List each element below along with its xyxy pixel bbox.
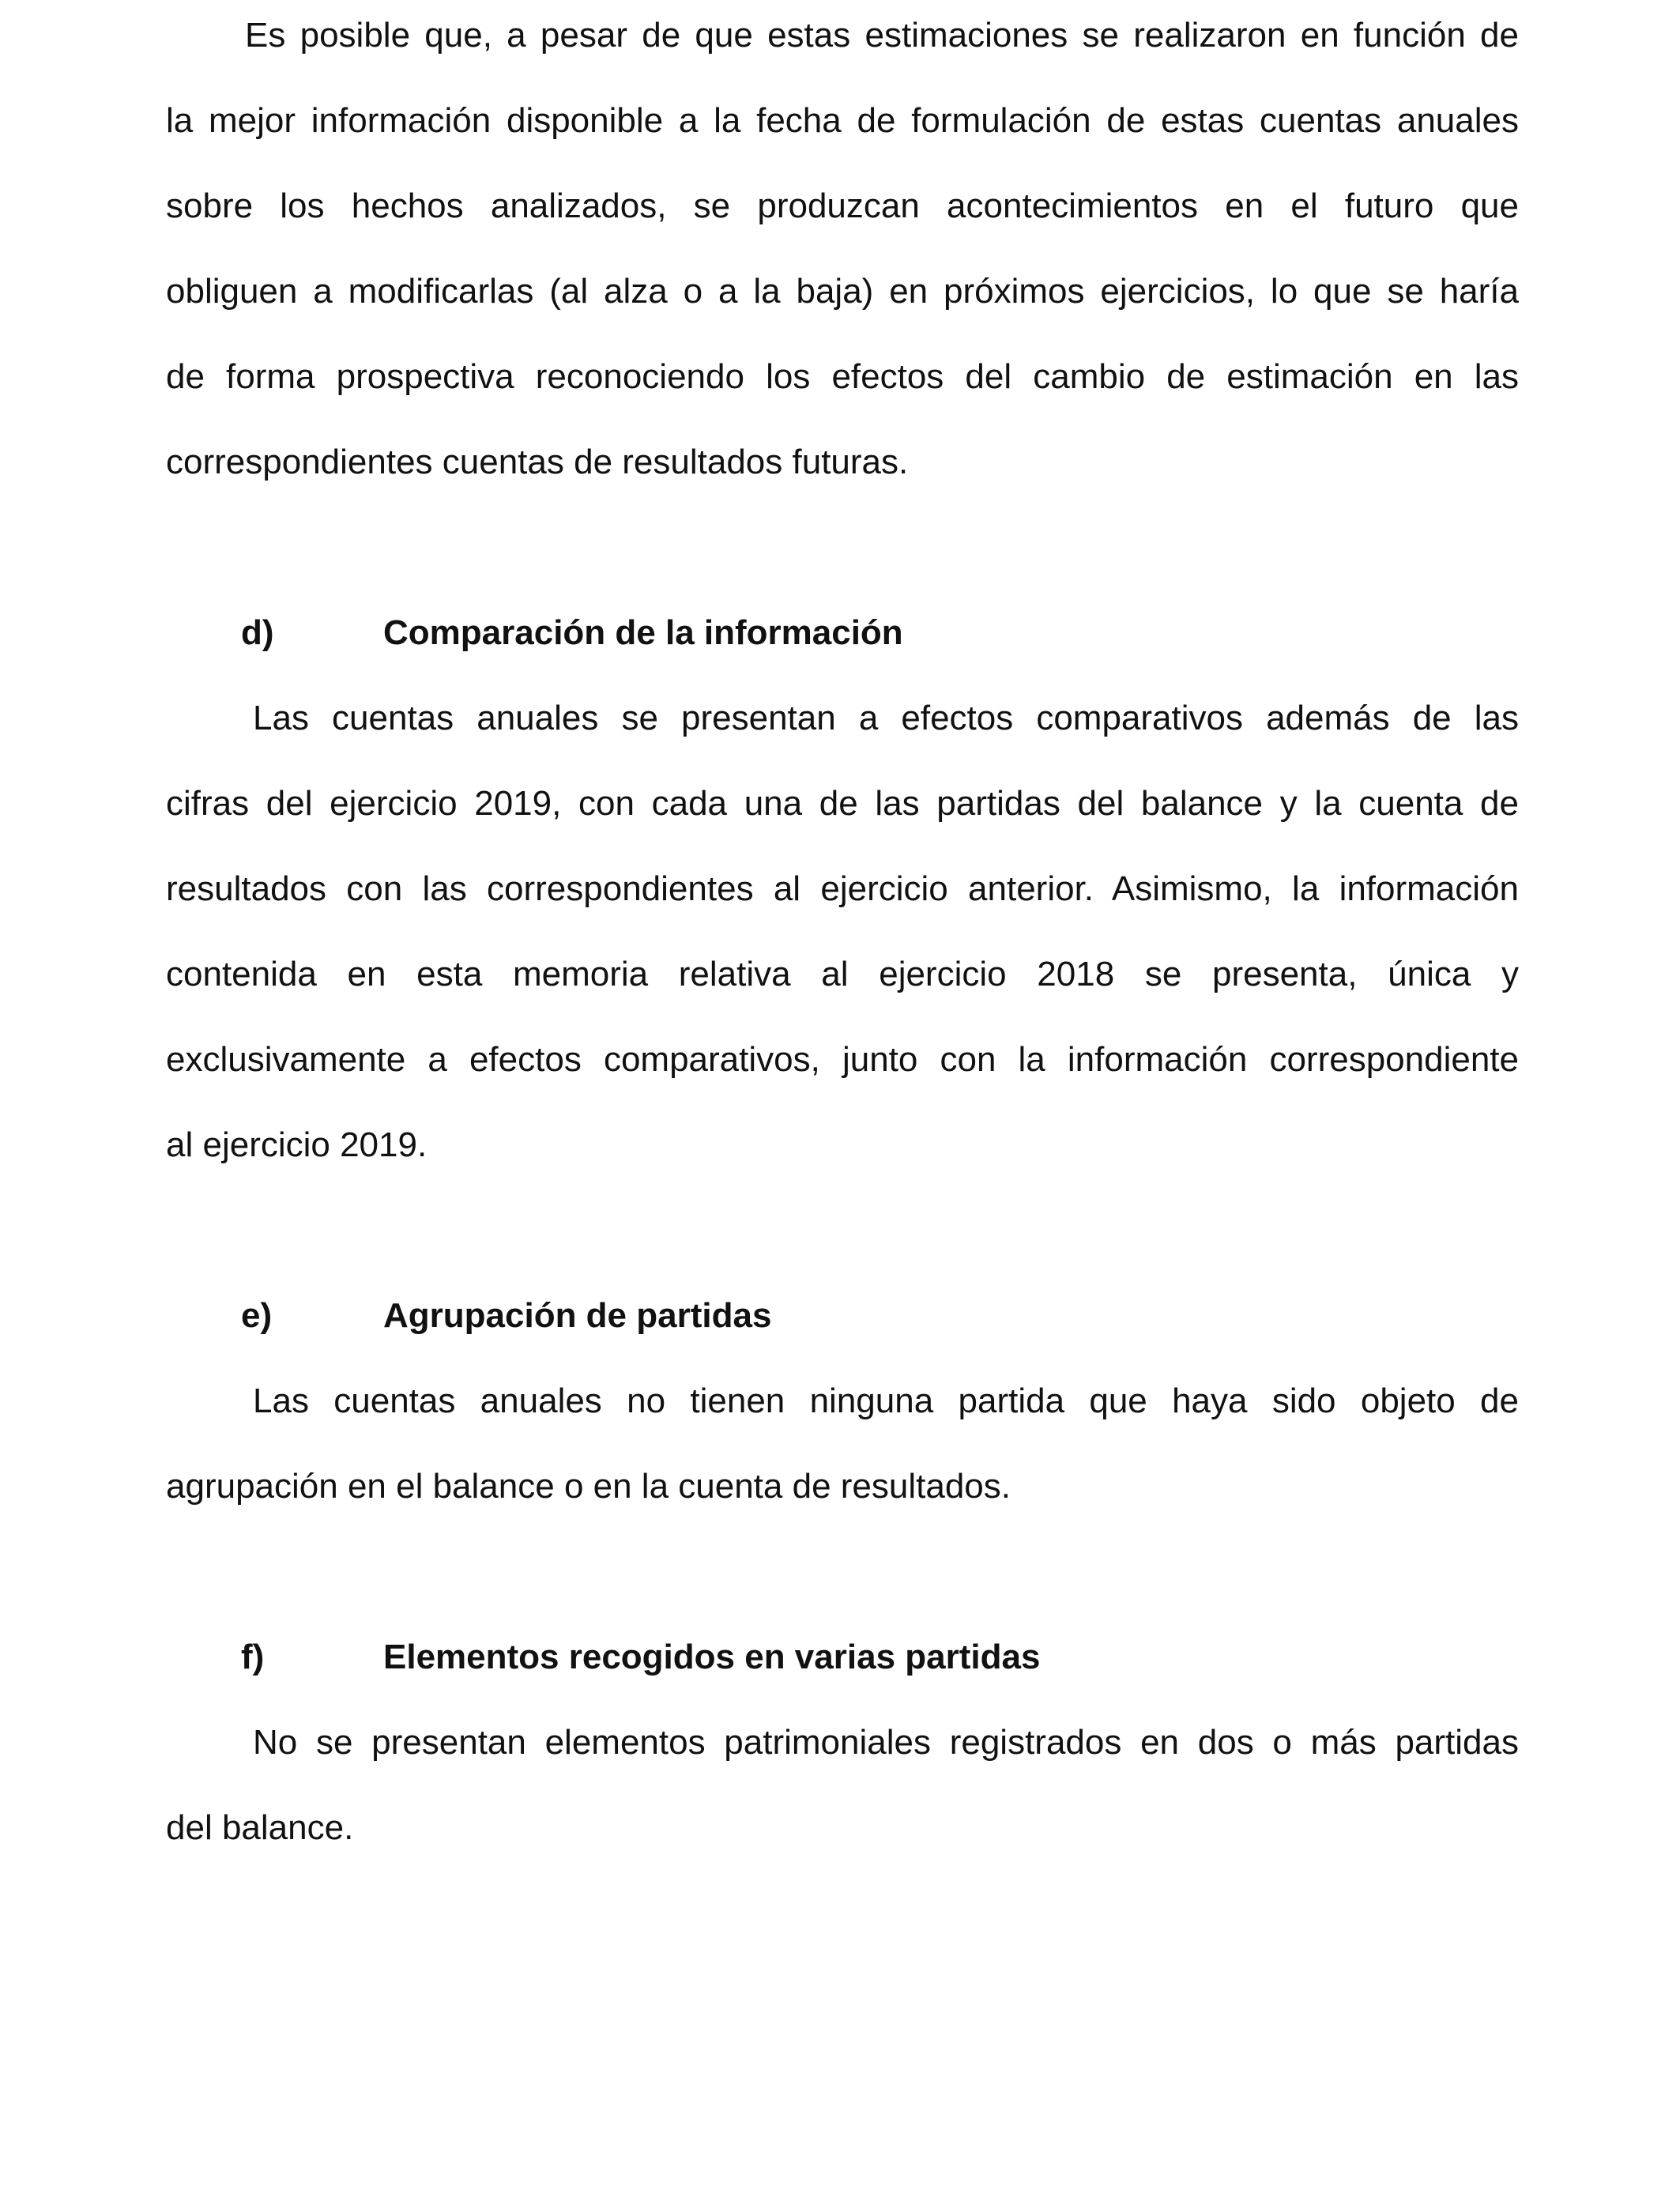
text-line: de forma prospectiva reconociendo los efectos del cambio de estimación en las xyxy=(166,357,1519,396)
section-letter: f) xyxy=(241,1638,265,1676)
text-line: resultados con las correspondientes al ejercicio anterior. Asimismo, la información xyxy=(166,869,1519,908)
text-line: del balance. xyxy=(166,1808,354,1847)
text-line: al ejercicio 2019. xyxy=(166,1125,428,1164)
text-line: exclusivamente a efectos comparativos, junto con la información correspondiente xyxy=(166,1040,1519,1079)
text-line: Es posible que, a pesar de que estas estimaciones se realizaron en función de xyxy=(245,16,1519,55)
section-letter: e) xyxy=(241,1296,273,1335)
section-title: Comparación de la información xyxy=(383,613,903,652)
text-line: contenida en esta memoria relativa al ejercicio 2018 se presenta, única y xyxy=(166,955,1519,993)
text-line: No se presentan elementos patrimoniales registrados en dos o más partidas xyxy=(253,1723,1519,1762)
text-line: agrupación en el balance o en la cuenta de resultados. xyxy=(166,1467,1011,1506)
text-line: la mejor información disponible a la fecha de formulación de estas cuentas anuales xyxy=(166,101,1519,140)
text-line: cifras del ejercicio 2019, con cada una de las partidas del balance y la cuenta de xyxy=(166,784,1519,823)
text-line: correspondientes cuentas de resultados futuras. xyxy=(166,443,909,481)
text-line: Las cuentas anuales no tienen ninguna partida que haya sido objeto de xyxy=(253,1382,1519,1420)
text-line: obliguen a modificarlas (al alza o a la baja) en próximos ejercicios, lo que se haría xyxy=(166,272,1519,311)
section-letter: d) xyxy=(241,613,274,652)
section-title: Agrupación de partidas xyxy=(383,1296,772,1335)
text-line: Las cuentas anuales se presentan a efectos comparativos además de las xyxy=(253,699,1519,737)
text-line: sobre los hechos analizados, se produzcan acontecimientos en el futuro que xyxy=(166,187,1519,225)
section-title: Elementos recogidos en varias partidas xyxy=(383,1638,1041,1676)
